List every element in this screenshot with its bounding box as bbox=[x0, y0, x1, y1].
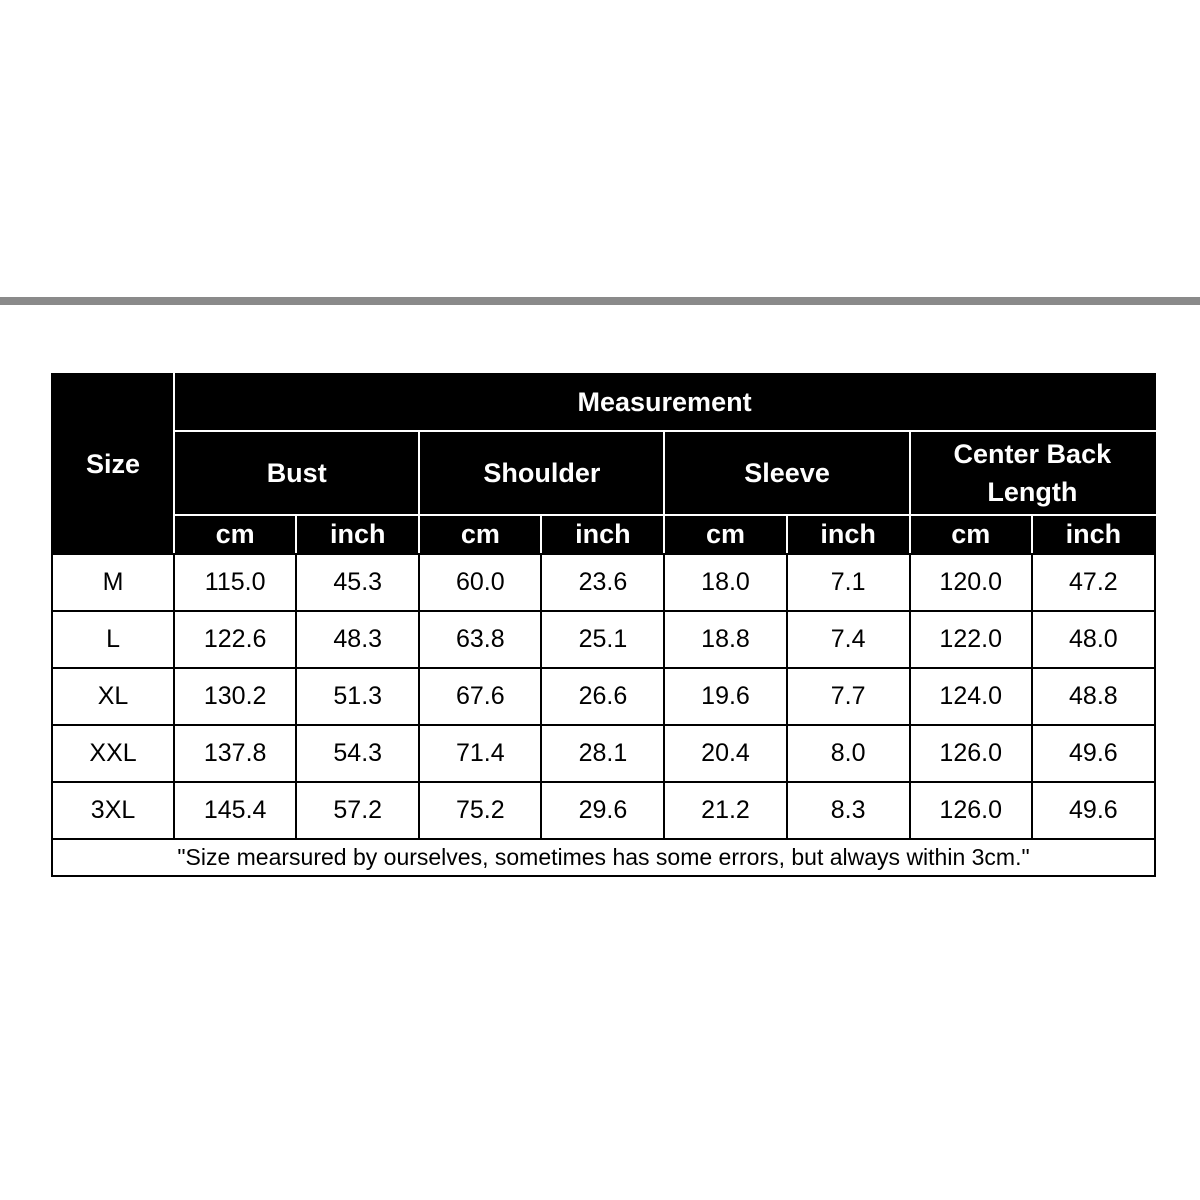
center-back-length-cm-cell: 124.0 bbox=[910, 668, 1032, 725]
size-cell: L bbox=[52, 611, 174, 668]
shoulder-inch-cell: 29.6 bbox=[541, 782, 664, 839]
bust-cm-cell: 130.2 bbox=[174, 668, 296, 725]
sleeve-inch-cell: 7.1 bbox=[787, 554, 910, 611]
size-column-header: Size bbox=[52, 374, 174, 554]
size-cell: XXL bbox=[52, 725, 174, 782]
center-back-length-cm-cell: 126.0 bbox=[910, 782, 1032, 839]
shoulder-inch-cell: 26.6 bbox=[541, 668, 664, 725]
bust-inch-header: inch bbox=[296, 515, 419, 554]
measurement-note: "Size mearsured by ourselves, sometimes has some errors, but always within 3cm." bbox=[52, 839, 1155, 876]
center-back-length-inch-header: inch bbox=[1032, 515, 1155, 554]
bust-cm-cell: 122.6 bbox=[174, 611, 296, 668]
shoulder-label: Shoulder bbox=[483, 458, 601, 488]
sleeve-inch-cell: 7.4 bbox=[787, 611, 910, 668]
bust-cm-cell: 137.8 bbox=[174, 725, 296, 782]
bust-cm-cell: 115.0 bbox=[174, 554, 296, 611]
shoulder-cm-cell: 71.4 bbox=[419, 725, 541, 782]
center-back-length-inch-cell: 49.6 bbox=[1032, 782, 1155, 839]
sleeve-cm-header: cm bbox=[664, 515, 786, 554]
center-back-length-cm-cell: 126.0 bbox=[910, 725, 1032, 782]
table-row bbox=[52, 725, 1155, 782]
sleeve-cm-cell: 21.2 bbox=[664, 782, 786, 839]
center-back-length-cm-cell: 122.0 bbox=[910, 611, 1032, 668]
table-row bbox=[52, 782, 1155, 839]
center-back-length-inch-cell: 47.2 bbox=[1032, 554, 1155, 611]
bust-header bbox=[174, 431, 419, 515]
shoulder-inch-cell: 28.1 bbox=[541, 725, 664, 782]
sleeve-cm-cell: 18.0 bbox=[664, 554, 786, 611]
shoulder-cm-cell: 67.6 bbox=[419, 668, 541, 725]
center-back-length-label: Center Back Length bbox=[953, 439, 1112, 507]
size-cell: M bbox=[52, 554, 174, 611]
horizontal-divider bbox=[0, 297, 1200, 305]
size-cell: 3XL bbox=[52, 782, 174, 839]
bust-inch-cell: 51.3 bbox=[296, 668, 419, 725]
bust-inch-cell: 54.3 bbox=[296, 725, 419, 782]
bust-inch-cell: 45.3 bbox=[296, 554, 419, 611]
center-back-length-cm-header: cm bbox=[910, 515, 1032, 554]
sleeve-inch-cell: 7.7 bbox=[787, 668, 910, 725]
sleeve-inch-header: inch bbox=[787, 515, 910, 554]
table-row bbox=[52, 611, 1155, 668]
sleeve-inch-cell: 8.3 bbox=[787, 782, 910, 839]
bust-label: Bust bbox=[266, 458, 327, 488]
shoulder-inch-cell: 25.1 bbox=[541, 611, 664, 668]
table-row bbox=[52, 554, 1155, 611]
sleeve-label: Sleeve bbox=[744, 458, 830, 488]
shoulder-cm-header: cm bbox=[419, 515, 541, 554]
shoulder-cm-cell: 63.8 bbox=[419, 611, 541, 668]
center-back-length-cm-cell: 120.0 bbox=[910, 554, 1032, 611]
sleeve-inch-cell: 8.0 bbox=[787, 725, 910, 782]
sleeve-cm-cell: 20.4 bbox=[664, 725, 786, 782]
bust-cm-cell: 145.4 bbox=[174, 782, 296, 839]
shoulder-cm-cell: 60.0 bbox=[419, 554, 541, 611]
sleeve-cm-cell: 18.8 bbox=[664, 611, 786, 668]
sleeve-header bbox=[664, 431, 909, 515]
shoulder-inch-cell: 23.6 bbox=[541, 554, 664, 611]
bust-inch-cell: 48.3 bbox=[296, 611, 419, 668]
table-row bbox=[52, 668, 1155, 725]
shoulder-inch-header: inch bbox=[541, 515, 664, 554]
size-chart-table bbox=[51, 373, 1156, 877]
shoulder-cm-cell: 75.2 bbox=[419, 782, 541, 839]
size-cell: XL bbox=[52, 668, 174, 725]
bust-cm-header: cm bbox=[174, 515, 296, 554]
sleeve-cm-cell: 19.6 bbox=[664, 668, 786, 725]
center-back-length-inch-cell: 48.8 bbox=[1032, 668, 1155, 725]
bust-inch-cell: 57.2 bbox=[296, 782, 419, 839]
center-back-length-inch-cell: 49.6 bbox=[1032, 725, 1155, 782]
center-back-length-inch-cell: 48.0 bbox=[1032, 611, 1155, 668]
center-back-length-header bbox=[910, 431, 1155, 515]
measurement-header: Measurement bbox=[174, 374, 1155, 431]
shoulder-header bbox=[419, 431, 664, 515]
